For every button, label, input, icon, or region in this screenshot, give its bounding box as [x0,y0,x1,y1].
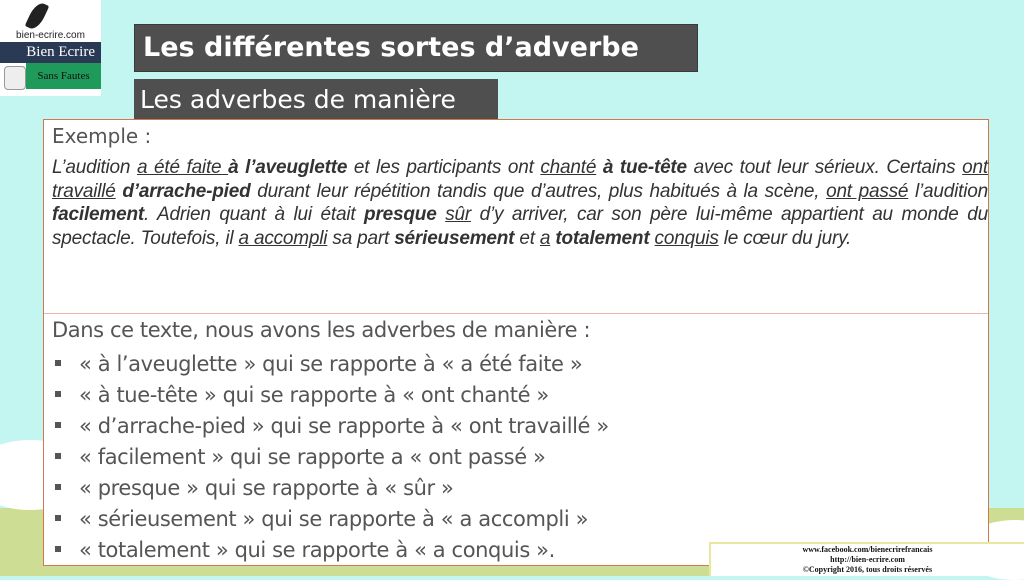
book-stack-icon [4,66,26,90]
example-label: Exemple : [52,124,152,148]
verb-underline: a été faite [136,157,229,178]
verb-underline: ont passé [826,180,909,202]
verb-underline: chanté [540,157,597,178]
text-segment: avec tout leur sérieux. Certains [686,157,963,178]
bullet-icon [55,453,61,459]
list-item: « sérieusement » qui se rapporte à « a accompli » [52,504,609,535]
text-segment: et les participants ont [347,157,541,178]
list-item: « facilement » qui se rapporte a « ont passé » [52,442,609,473]
page-subtitle: Les adverbes de manière [134,79,498,119]
content-box [43,119,989,566]
feather-icon [25,0,50,31]
list-item: « d’arrache-pied » qui se rapporte à « ont travaillé » [52,411,609,442]
list-item: « à l’aveuglette » qui se rapporte à « a été faite » [52,349,609,380]
text-segment: sa part [327,227,395,249]
adverb-highlight: sérieusement [394,227,515,249]
list-item: « totalement » qui se rapporte à « a conquis ». [52,535,609,566]
text-segment: et [514,227,540,249]
list-item: « à tue-tête » qui se rapporte à « ont chanté » [52,380,609,411]
example-text [52,156,988,250]
adverb-highlight: totalement [555,227,650,249]
bullet-icon [55,546,61,552]
verb-underline: sûr [445,204,471,225]
text-segment: d’y arriver, car son père lui-même appartient au monde du spectacle. Toutefois, il [52,204,988,249]
verb-underline: conquis [654,227,719,249]
adverb-highlight: à l’aveuglette [228,157,348,178]
adverb-highlight: d’arrache-pied [115,180,251,202]
verb-underline: a accompli [238,227,328,249]
divider [44,313,988,314]
text-segment [437,204,446,225]
bullet-icon [55,484,61,490]
adverb-highlight: à tue-tête [596,157,687,178]
analysis-intro: Dans ce texte, nous avons les adverbes de manière : [52,318,591,342]
logo [0,0,101,96]
verb-underline: a [539,227,551,249]
text-segment: l’audition [908,180,988,202]
bullet-icon [55,515,61,521]
verb-underline: ont travaillé [52,157,988,202]
copyright-footer [709,542,1024,576]
list-item: « presque » qui se rapporte à « sûr » [52,473,609,504]
text-segment: durant leur répétition tandis que d’autres, plus habitués à la scène, [250,180,827,202]
logo-line1: Bien Ecrire [0,42,101,63]
bullet-icon [55,360,61,366]
page-title: Les différentes sortes d’adverbe [134,24,698,72]
logo-line2: Sans Fautes [26,63,101,89]
logo-site: bien-ecrire.com [16,30,85,41]
footer-site-link[interactable]: http://bien-ecrire.com [830,555,905,564]
text-segment: . Adrien quant à lui était [143,204,365,225]
adverb-highlight: facilement [52,204,144,225]
footer-facebook-link[interactable]: www.facebook.com/bienecrirefrancais [802,545,933,554]
text-segment: le cœur du jury. [718,227,852,249]
bullet-icon [55,422,61,428]
adverb-highlight: presque [364,204,437,225]
bullet-icon [55,391,61,397]
adverb-list [52,349,609,566]
footer-copyright: ©Copyright 2016, tous droits réservés [802,565,933,574]
text-segment: L’audition [52,157,137,178]
